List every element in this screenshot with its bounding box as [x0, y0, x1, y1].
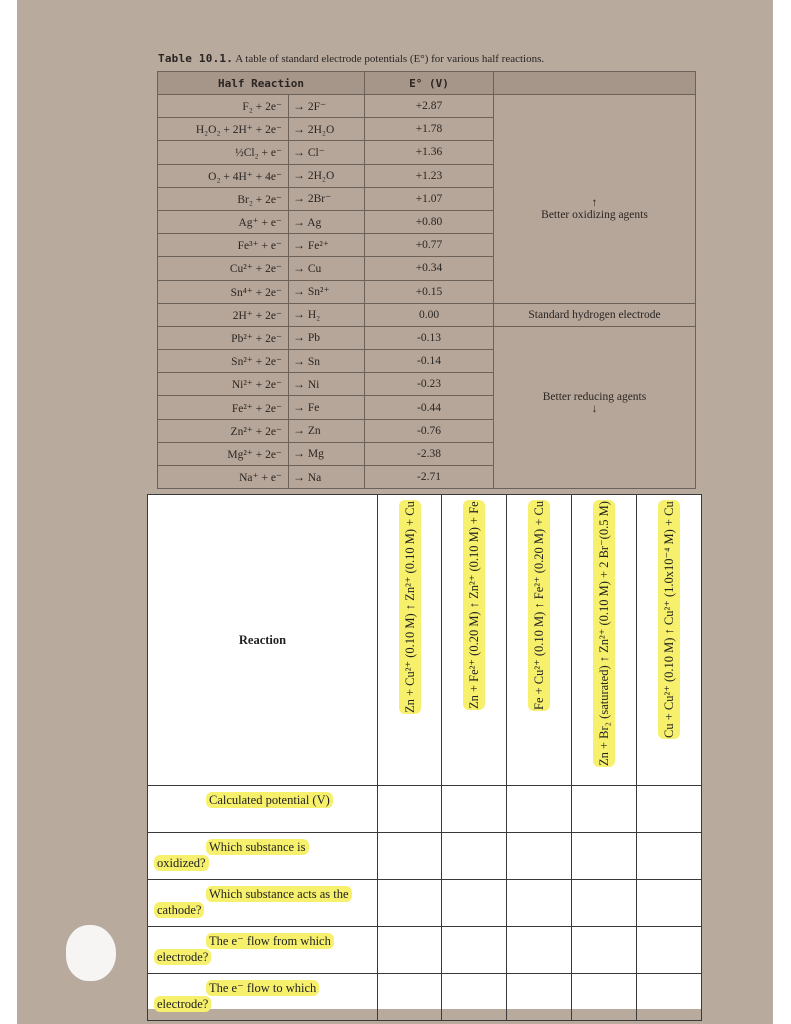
reaction-column-header — [378, 495, 442, 786]
reaction-arrow-icon: → — [293, 168, 305, 183]
product-text: Ag — [307, 216, 322, 229]
question-row — [148, 833, 702, 880]
answer-cell[interactable] — [507, 974, 572, 1021]
question-line-2: oxidized? — [154, 855, 209, 871]
reaction-equation: Fe + Cu²⁺ (0.10 M) ↑ Fe²⁺ (0.20 M) + Cu — [528, 500, 550, 711]
answer-cell[interactable] — [572, 880, 637, 927]
question-label — [148, 833, 378, 880]
half-reaction-row — [158, 303, 696, 326]
half-reaction-products — [289, 164, 365, 187]
potential-value: +1.78 — [365, 118, 494, 141]
product-text: Zn — [307, 425, 321, 438]
reaction-equation: Cu + Cu²⁺ (0.10 M) ↑ Cu²⁺ (1.0x10⁻⁴ M) + Cu — [658, 500, 680, 739]
table-caption — [158, 52, 678, 65]
reaction-arrow-icon: → — [293, 214, 305, 229]
reaction-equation: Zn + Cu²⁺ (0.10 M) ↑ Zn²⁺ (0.10 M) + Cu — [399, 500, 421, 714]
reaction-arrow-icon: → — [293, 144, 305, 159]
reaction-arrow-icon: → — [293, 376, 305, 391]
product-text: Sn — [307, 355, 321, 368]
question-line-1: Which substance acts as the — [206, 886, 352, 902]
question-line-1: The e⁻ flow from which — [206, 933, 334, 949]
white-smudge — [66, 925, 116, 981]
half-reaction-products — [289, 257, 365, 280]
half-reaction-reactants: ½Cl₂ + e⁻ — [158, 141, 289, 164]
reaction-arrow-icon: → — [293, 98, 305, 113]
half-reaction-products — [289, 141, 365, 164]
product-text: Fe²⁺ — [307, 239, 329, 252]
answer-cell[interactable] — [442, 786, 507, 833]
answer-cell[interactable] — [378, 880, 442, 927]
half-reaction-products — [289, 210, 365, 233]
product-text: Pb — [307, 332, 321, 345]
reaction-arrow-icon: → — [293, 237, 305, 252]
answer-cell[interactable] — [572, 927, 637, 974]
answer-cell[interactable] — [637, 786, 702, 833]
reaction-arrow-icon: → — [293, 469, 305, 484]
half-reaction-products — [289, 280, 365, 303]
potential-value: -2.71 — [365, 466, 494, 489]
product-text: 2H₂O — [307, 123, 335, 136]
answer-cell[interactable] — [507, 833, 572, 880]
reaction-column-header — [507, 495, 572, 786]
half-reaction-products — [289, 442, 365, 465]
product-text: Na — [307, 471, 322, 484]
reaction-column-header — [442, 495, 507, 786]
potential-value: +0.34 — [365, 257, 494, 280]
product-text: 2F⁻ — [307, 100, 327, 113]
reaction-arrow-icon: → — [293, 446, 305, 461]
half-reaction-reactants: Fe²⁺ + 2e⁻ — [158, 396, 289, 419]
half-reaction-reactants: Br₂ + 2e⁻ — [158, 187, 289, 210]
question-row — [148, 974, 702, 1021]
half-reaction-products — [289, 187, 365, 210]
half-reaction-products — [289, 419, 365, 442]
half-reaction-reactants: Sn⁴⁺ + 2e⁻ — [158, 280, 289, 303]
potential-value: +2.87 — [365, 95, 494, 118]
half-reaction-reactants: Sn²⁺ + 2e⁻ — [158, 350, 289, 373]
product-text: H₂ — [307, 309, 321, 322]
product-text: 2Br⁻ — [307, 193, 332, 206]
question-line-2: electrode? — [154, 996, 211, 1012]
answer-cell[interactable] — [572, 833, 637, 880]
reaction-arrow-icon: → — [293, 307, 305, 322]
question-line-1: Calculated potential (V) — [206, 792, 333, 808]
potential-value: -0.14 — [365, 350, 494, 373]
oxidizing-agents-note — [494, 95, 696, 304]
reaction-arrow-icon: → — [293, 260, 305, 275]
reaction-equation: Zn + Br₂ (saturated) ↑ Zn²⁺ (0.10 M) + 2 Br⁻(0.5 M) — [593, 500, 615, 767]
question-label — [148, 974, 378, 1021]
reducing-agents-note — [494, 326, 696, 488]
answer-cell[interactable] — [572, 974, 637, 1021]
answer-cell[interactable] — [378, 974, 442, 1021]
answer-cell[interactable] — [378, 786, 442, 833]
product-text: Sn²⁺ — [307, 286, 330, 299]
half-reaction-products — [289, 466, 365, 489]
product-text: Ni — [307, 378, 320, 391]
question-line-2: cathode? — [154, 902, 204, 918]
reaction-arrow-icon: → — [293, 284, 305, 299]
half-reaction-reactants: Ag⁺ + e⁻ — [158, 210, 289, 233]
potential-value: -0.23 — [365, 373, 494, 396]
half-reaction-reactants: Mg²⁺ + 2e⁻ — [158, 442, 289, 465]
half-reaction-row — [158, 95, 696, 118]
answer-cell[interactable] — [572, 786, 637, 833]
product-text: Fe — [307, 402, 320, 415]
answer-cell[interactable] — [442, 974, 507, 1021]
answer-cell[interactable] — [507, 927, 572, 974]
standard-hydrogen-note: Standard hydrogen electrode — [494, 303, 696, 326]
reaction-arrow-icon: → — [293, 191, 305, 206]
answer-cell[interactable] — [378, 833, 442, 880]
answer-cell[interactable] — [442, 833, 507, 880]
header-potential: E° (V) — [365, 72, 494, 95]
potential-value: +1.23 — [365, 164, 494, 187]
caption-text: A table of standard electrode potentials (E°) for various half reactions. — [233, 53, 545, 65]
answer-cell[interactable] — [637, 927, 702, 974]
oxidizing-label: Better oxidizing agents — [541, 208, 648, 221]
half-reaction-row — [158, 326, 696, 349]
answer-cell[interactable] — [507, 880, 572, 927]
half-reaction-reactants: F₂ + 2e⁻ — [158, 95, 289, 118]
down-arrow-icon: ↓ — [591, 402, 598, 415]
question-row — [148, 880, 702, 927]
up-arrow-icon: ↑ — [591, 196, 598, 209]
product-text: Cu — [307, 262, 322, 275]
potential-value: +0.77 — [365, 234, 494, 257]
header-notes — [494, 72, 696, 95]
reaction-corner-label: Reaction — [148, 495, 378, 786]
reaction-worksheet-table — [147, 494, 702, 1021]
half-reaction-products — [289, 396, 365, 419]
answer-cell[interactable] — [637, 880, 702, 927]
question-row — [148, 786, 702, 833]
question-line-2: electrode? — [154, 949, 211, 965]
reaction-column-header — [637, 495, 702, 786]
half-reaction-products — [289, 303, 365, 326]
half-reaction-products — [289, 95, 365, 118]
question-line-1: Which substance is — [206, 839, 309, 855]
reaction-arrow-icon: → — [293, 330, 305, 345]
question-label — [148, 786, 378, 833]
question-row — [148, 927, 702, 974]
question-line-1: The e⁻ flow to which — [206, 980, 319, 996]
potential-value: +0.80 — [365, 210, 494, 233]
reaction-header-row — [148, 495, 702, 786]
product-text: Cl⁻ — [307, 146, 325, 159]
header-half-reaction: Half Reaction — [158, 72, 365, 95]
half-reaction-reactants: Zn²⁺ + 2e⁻ — [158, 419, 289, 442]
product-text: Mg — [307, 448, 324, 461]
half-reaction-reactants: Ni²⁺ + 2e⁻ — [158, 373, 289, 396]
half-reaction-reactants: 2H⁺ + 2e⁻ — [158, 303, 289, 326]
potential-value: 0.00 — [365, 303, 494, 326]
potential-value: -0.13 — [365, 326, 494, 349]
potential-value: -0.44 — [365, 396, 494, 419]
potential-value: +0.15 — [365, 280, 494, 303]
potential-value: +1.36 — [365, 141, 494, 164]
half-reaction-products — [289, 118, 365, 141]
half-reaction-reactants: Pb²⁺ + 2e⁻ — [158, 326, 289, 349]
question-label — [148, 927, 378, 974]
reaction-arrow-icon: → — [293, 353, 305, 368]
reaction-arrow-icon: → — [293, 400, 305, 415]
half-reaction-reactants: Na⁺ + e⁻ — [158, 466, 289, 489]
potential-value: +1.07 — [365, 187, 494, 210]
answer-cell[interactable] — [507, 786, 572, 833]
answer-cell[interactable] — [442, 880, 507, 927]
reaction-arrow-icon: → — [293, 121, 305, 136]
reaction-column-header — [572, 495, 637, 786]
half-reaction-reactants: Cu²⁺ + 2e⁻ — [158, 257, 289, 280]
answer-cell[interactable] — [442, 927, 507, 974]
answer-cell[interactable] — [637, 974, 702, 1021]
product-text: 2H₂O — [307, 170, 335, 183]
half-reaction-products — [289, 373, 365, 396]
question-label — [148, 880, 378, 927]
potential-value: -0.76 — [365, 419, 494, 442]
potential-value: -2.38 — [365, 442, 494, 465]
half-reaction-products — [289, 350, 365, 373]
reaction-equation: Zn + Fe²⁺ (0.20 M) ↑ Zn²⁺ (0.10 M) + Fe — [463, 500, 485, 710]
reaction-arrow-icon: → — [293, 423, 305, 438]
half-reaction-reactants: Fe³⁺ + e⁻ — [158, 234, 289, 257]
caption-label: Table 10.1. — [158, 52, 234, 65]
electrode-potential-table — [157, 71, 696, 489]
answer-cell[interactable] — [637, 833, 702, 880]
half-reaction-products — [289, 234, 365, 257]
half-reaction-reactants: O₂ + 4H⁺ + 4e⁻ — [158, 164, 289, 187]
half-reaction-reactants: H₂O₂ + 2H⁺ + 2e⁻ — [158, 118, 289, 141]
answer-cell[interactable] — [378, 927, 442, 974]
half-reaction-products — [289, 326, 365, 349]
reducing-label: Better reducing agents — [542, 390, 647, 403]
